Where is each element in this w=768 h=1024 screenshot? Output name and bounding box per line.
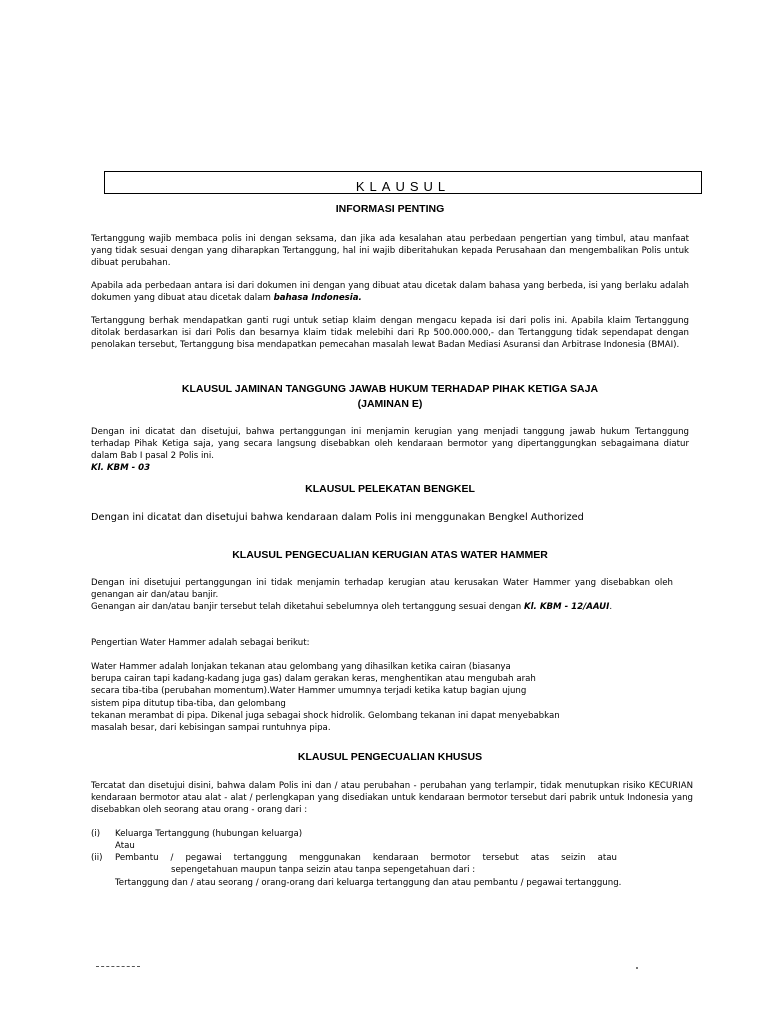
water-hammer-definition-label: Pengertian Water Hammer adalah sebagai berikut: xyxy=(91,638,310,648)
info-heading: INFORMASI PENTING xyxy=(335,203,445,215)
water-hammer-paragraph-2-text: Genangan air dan/atau banjir tersebut telah diketahui sebelumnya oleh tertanggung sesuai dengan xyxy=(91,602,524,612)
definition-line: Water Hammer adalah lonjakan tekanan atau gelombang yang dihasilkan ketika cairan (biasanya xyxy=(91,662,511,672)
water-hammer-paragraph-1: Dengan ini disetujui pertanggungan ini tidak menjamin terhadap kerugian atau kerusakan Water Hammer yang disebabkan oleh genangan air dan/atau banjir. xyxy=(91,578,673,601)
definition-line: secara tiba-tiba (perubahan momentum).Water Hammer umumnya terjadi ketika katup bagian ujung xyxy=(91,686,527,697)
info-paragraph-2 xyxy=(91,280,689,304)
info-paragraph-2-text: Apabila ada perbedaan antara isi dari dokumen ini dengan yang dibuat atau dicetak dalam bahasa yang berbeda, isi yang berlaku adalah dokumen yang dibuat atau dicetak dalam xyxy=(91,281,689,304)
bengkel-heading: KLAUSUL PELEKATAN BENGKEL xyxy=(305,483,475,495)
footer-mark xyxy=(636,967,638,969)
list-closing: Tertanggung dan / atau seorang / orang-orang dari keluarga tertanggung dan atau pembantu / pegawai tertanggung. xyxy=(115,878,622,888)
tjh-reference: Kl. KBM - 03 xyxy=(91,463,151,473)
khusus-heading: KLAUSUL PENGECUALIAN KHUSUS xyxy=(297,751,483,763)
definition-line: berupa cairan tapi kadang-kadang juga gas) dalam gerakan keras, menghentikan atau mengubah arah xyxy=(91,674,536,685)
list-marker-i: (i) xyxy=(91,829,101,839)
tjh-heading-1: KLAUSUL JAMINAN TANGGUNG JAWAB HUKUM TERHADAP PIHAK KETIGA SAJA xyxy=(181,383,599,395)
info-paragraph-2-emphasis: bahasa Indonesia. xyxy=(273,293,362,304)
list-item-ii: Pembantu / pegawai tertanggung menggunakan kendaraan bermotor tersebut atas seizin atau xyxy=(115,853,617,863)
water-hammer-reference: Kl. KBM - 12/AAUI xyxy=(523,602,610,612)
list-item-i: Keluarga Tertanggung (hubungan keluarga) xyxy=(115,829,303,839)
tjh-heading-2: (JAMINAN E) xyxy=(357,398,423,410)
list-conjunction: Atau xyxy=(115,841,135,851)
list-item-ii-continuation: sepengetahuan maupun tanpa seizin atau tanpa sepengetahuan dari : xyxy=(171,865,476,875)
tjh-paragraph: Dengan ini dicatat dan disetujui, bahwa pertanggungan ini menjamin kerugian yang menjadi tanggung jawab hukum Tertanggung terhadap Pihak Ketiga saja, yang secara langsung disebabkan oleh kendaraan bermotor yang dipertanggungkan sebagaimana diatur dalam Bab I pasal 2 Polis ini. xyxy=(91,427,689,462)
water-hammer-heading: KLAUSUL PENGECUALIAN KERUGIAN ATAS WATER HAMMER xyxy=(232,549,548,561)
water-hammer-paragraph-2 xyxy=(91,601,689,613)
info-paragraph-3: Tertanggung berhak mendapatkan ganti rugi untuk setiap klaim dengan mengacu kepada isi dari polis ini. Apabila klaim Tertanggung ditolak berdasarkan isi dari Polis dan besarnya klaim tidak melebihi dari Rp 500.000.000,- dan Tertanggung tidak sependapat dengan penolakan tersebut, Tertanggung bisa mendapatkan pemecahan masalah lewat Badan Mediasi Asuransi dan Arbitrase Indonesia (BMAI). xyxy=(91,316,689,351)
list-marker-ii: (ii) xyxy=(91,853,103,863)
info-paragraph-1: Tertanggung wajib membaca polis ini dengan seksama, dan jika ada kesalahan atau perbedaan pengertian yang timbul, atau manfaat yang tidak sesuai dengan yang diharapkan Tertanggung, hal ini wajib diberitahukan kepada Perusahaan dan mengembalikan Polis untuk dibuat perubahan. xyxy=(91,234,689,269)
bengkel-paragraph: Dengan ini dicatat dan disetujui bahwa kendaraan dalam Polis ini menggunakan Bengkel Authorized xyxy=(91,512,584,523)
water-hammer-definition xyxy=(91,661,611,734)
document-title: KLAUSUL xyxy=(355,179,451,194)
title-box xyxy=(104,171,702,194)
footer-divider xyxy=(96,966,140,967)
definition-line: masalah besar, dari kebisingan sampai runtuhnya pipa. xyxy=(91,723,331,734)
khusus-paragraph: Tercatat dan disetujui disini, bahwa dalam Polis ini dan / atau perubahan - perubahan yang terlampir, tidak menutupkan risiko KECURIAN kendaraan bermotor atau alat - alat / perlengkapan yang disediakan untuk kendaraan bermotor tersebut dari pabrik untuk Indonesia yang disebabkan oleh seorang atau orang - orang dari : xyxy=(91,781,693,816)
definition-line: sistem pipa ditutup tiba-tiba, dan gelombang xyxy=(91,698,286,709)
water-hammer-paragraph-2-end: . xyxy=(609,602,613,612)
definition-line: tekanan merambat di pipa. Dikenal juga sebagai shock hidrolik. Gelombang tekanan ini dapat menyebabkan xyxy=(91,710,560,721)
